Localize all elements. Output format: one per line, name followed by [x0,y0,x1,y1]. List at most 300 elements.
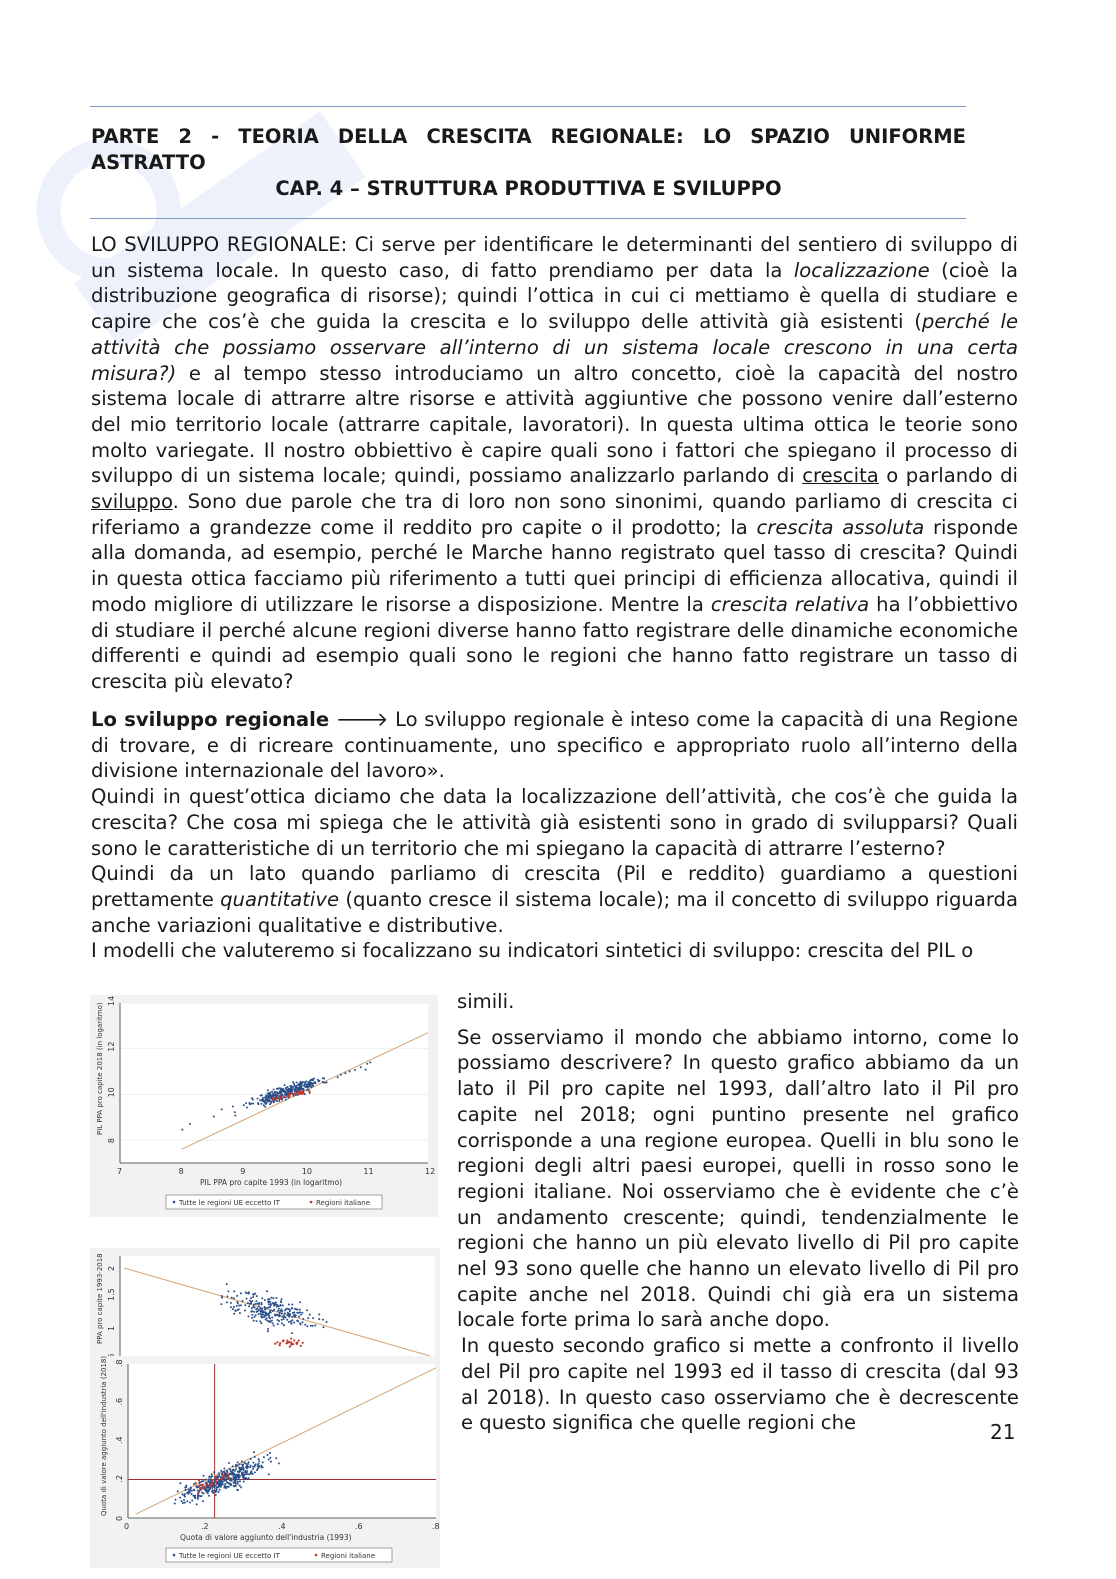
data-point-it [290,1344,292,1346]
data-point-eu [261,1094,263,1096]
data-point-eu [233,1481,235,1483]
data-point-it [227,1475,229,1477]
data-point-eu [311,1086,313,1088]
data-point-eu [233,1313,235,1315]
data-point-eu [285,1096,287,1098]
data-point-eu [262,1461,264,1463]
data-point-eu [258,1463,260,1465]
data-point-eu [289,1309,291,1311]
data-point-eu [278,1320,280,1322]
data-point-it [201,1487,203,1489]
data-point-eu [349,1070,351,1072]
data-point-it [279,1344,281,1346]
data-point-eu [221,1297,223,1299]
x-tick-label: 10 [301,1167,312,1176]
simili-line: simili. [457,990,515,1013]
data-point-eu [313,1077,315,1079]
data-point-it [195,1482,197,1484]
data-point-eu [238,1478,240,1480]
data-point-eu [184,1493,186,1495]
scatter-chart-industry [90,1356,440,1568]
data-point-eu [260,1103,262,1105]
data-point-eu [253,1451,255,1453]
arrow-right-icon: 🡒 [335,708,389,731]
y-tick-label: 1.5 [107,1288,116,1301]
data-point-it [298,1339,300,1341]
data-point-eu [226,1482,228,1484]
data-point-eu [273,1309,275,1311]
data-point-eu [237,1465,239,1467]
data-point-eu [267,1095,269,1097]
data-point-eu [186,1492,188,1494]
data-point-it [203,1485,205,1487]
data-point-eu [255,1308,257,1310]
data-point-eu [211,1473,213,1475]
data-point-eu [249,1300,251,1302]
data-point-eu [243,1481,245,1483]
data-point-eu [354,1069,356,1071]
data-point-it [309,1092,311,1094]
data-point-eu [254,1293,256,1295]
data-point-eu [220,1470,222,1472]
data-point-eu [274,1091,276,1093]
data-point-eu [282,1304,284,1306]
data-point-eu [233,1306,235,1308]
data-point-it [289,1093,291,1095]
paragraph-questions: Quindi in quest’ottica diciamo che data la localizzazione dell’attività, che cos’è che guida la crescita? Che cosa mi spiega che le attività già esistenti sono in grado di svilupparsi? Quali sono le caratteristiche di un territorio che mi spiegano la capacità di attrarre l’esterno? [91,785,1018,860]
plot-area [120,1003,428,1163]
data-point-eu [275,1302,277,1304]
data-point-eu [256,1311,258,1313]
data-point-eu [306,1325,308,1327]
data-point-eu [294,1090,296,1092]
data-point-eu [240,1486,242,1488]
data-point-it [211,1479,213,1481]
data-point-eu [275,1297,277,1299]
data-point-eu [270,1311,272,1313]
data-point-it [289,1346,291,1348]
data-point-eu [277,1310,279,1312]
data-point-eu [234,1111,236,1113]
y-tick-label: .8 [115,1359,124,1367]
y-axis-label: PPA pro capite 1993-2018 [96,1253,104,1344]
data-point-eu [365,1069,367,1071]
data-point-eu [266,1320,268,1322]
data-point-eu [280,1300,282,1302]
data-point-eu [291,1332,293,1334]
data-point-eu [309,1084,311,1086]
y-tick-label: .6 [115,1397,124,1406]
data-point-eu [252,1098,254,1100]
data-point-it [302,1342,304,1344]
data-point-eu [215,1494,217,1496]
data-point-eu [344,1072,346,1074]
data-point-eu [278,1308,280,1310]
legend-marker-eu [173,1201,176,1204]
data-point-eu [250,1311,252,1313]
data-point-eu [229,1483,231,1485]
data-point-eu [220,1303,222,1305]
section-sviluppo [91,707,1018,964]
data-point-eu [322,1326,324,1328]
data-point-eu [208,1495,210,1497]
right-column [457,989,1019,1436]
data-point-it [211,1483,213,1485]
data-point-eu [177,1490,179,1492]
data-point-it [279,1342,281,1344]
data-point-eu [207,1490,209,1492]
data-point-eu [245,1463,247,1465]
x-tick-label: 9 [240,1167,246,1176]
data-point-eu [314,1325,316,1327]
data-point-eu [302,1318,304,1320]
data-point-eu [184,1502,186,1504]
data-point-eu [267,1100,269,1102]
data-point-eu [291,1088,293,1090]
data-point-eu [241,1464,243,1466]
x-tick-label: .8 [432,1522,440,1531]
data-point-it [287,1095,289,1097]
data-point-eu [179,1482,181,1484]
data-point-eu [267,1454,269,1456]
data-point-eu [215,1485,217,1487]
data-point-eu [181,1500,183,1502]
data-point-eu [299,1322,301,1324]
y-tick-label: 14 [107,995,116,1006]
data-point-eu [292,1095,294,1097]
data-point-eu [305,1086,307,1088]
data-point-eu [293,1085,295,1087]
data-point-eu [317,1079,319,1081]
data-point-eu [268,1303,270,1305]
data-point-eu [285,1316,287,1318]
data-point-eu [196,1503,198,1505]
data-point-eu [255,1303,257,1305]
data-point-eu [230,1306,232,1308]
data-point-eu [199,1495,201,1497]
data-point-it [274,1343,276,1345]
data-point-eu [229,1468,231,1470]
data-point-it [198,1479,200,1481]
data-point-eu [259,1320,261,1322]
data-point-eu [230,1478,232,1480]
data-point-eu [251,1307,253,1309]
data-point-eu [276,1306,278,1308]
data-point-eu [235,1481,237,1483]
data-point-eu [234,1485,236,1487]
chart3-svg [90,1356,440,1568]
data-point-eu [227,1295,229,1297]
intro-paragraph: LO SVILUPPO REGIONALE: Ci serve per identificare le determinanti del sentiero di sviluppo di un sistema locale. In questo caso, di fatto prendiamo per data la localizzazione (cioè la distribuzione geografica di risorse); quindi l’ottica in cui ci mettiamo è quella di studiare e capire che cos’è che guida la crescita e lo sviluppo delle attività già esistenti (perché le attività che possiamo osservare all’interno di un sistema locale crescono in una certa misura?) e al tempo stesso introduciamo un altro concetto, cioè la capacità del nostro sistema locale di attrarre altre risorse e attività aggiuntive che possono venire dall’esterno del mio territorio locale (attrarre capitale, lavoratori). In questa ultima ottica le teorie sono molto variegate. Il nostro obbiettivo è capire quali sono i fattori che spiegano il processo di sviluppo di un sistema locale; quindi, possiamo analizzarlo parlando di crescita o parlando di sviluppo. Sono due parole che tra di loro non sono sinonimi, quando parliamo di crescita ci riferiamo a grandezze come il reddito pro capite o il prodotto; la crescita assoluta risponde alla domanda, ad esempio, perché le Marche hanno registrato quel tasso di crescita? Quindi in questa ottica facciamo più riferimento a tutti quei principi di efficienza allocativa, quindi il modo migliore di utilizzare le risorse a disposizione. Mentre la crescita relativa ha l’obbiettivo di studiare il perché alcune regioni diverse hanno fatto registrare delle dinamiche economiche differenti e quindi ad esempio quali sono le regioni che hanno fatto registrare un tasso di crescita più elevato? [91,233,1019,693]
data-point-eu [269,1457,271,1459]
data-point-eu [281,1298,283,1300]
data-point-eu [291,1316,293,1318]
data-point-eu [259,1311,261,1313]
data-point-eu [174,1499,176,1501]
data-point-eu [259,1307,261,1309]
data-point-eu [267,1330,269,1332]
data-point-it [291,1092,293,1094]
data-point-it [296,1343,298,1345]
y-tick-label: 12 [107,1041,116,1052]
data-point-it [198,1485,200,1487]
data-point-it [214,1477,216,1479]
data-point-eu [260,1316,262,1318]
data-point-eu [174,1502,176,1504]
data-point-it [302,1093,304,1095]
data-point-eu [308,1085,310,1087]
data-point-eu [323,1082,325,1084]
data-point-eu [253,1311,255,1313]
data-point-eu [256,1469,258,1471]
data-point-eu [366,1063,368,1065]
data-point-eu [207,1480,209,1482]
x-tick-label: .6 [355,1522,363,1531]
data-point-eu [326,1321,328,1323]
data-point-eu [205,1487,207,1489]
x-tick-label: 0 [124,1522,130,1531]
data-point-eu [296,1320,298,1322]
data-point-eu [261,1297,263,1299]
data-point-eu [264,1299,266,1301]
definition-paragraph: Lo sviluppo regionale 🡒 Lo sviluppo regionale è inteso come la capacità di una Regione di trovare, e di ricreare continuamente, uno specifico e appropriato ruolo all’interno della divisione internazionale del lavoro». [91,708,1019,783]
data-point-eu [281,1093,283,1095]
data-point-it [299,1092,301,1094]
data-point-eu [191,1500,193,1502]
data-point-eu [241,1300,243,1302]
data-point-eu [248,1477,250,1479]
data-point-eu [337,1076,339,1078]
data-point-eu [318,1313,320,1315]
data-point-eu [311,1078,313,1080]
data-point-it [198,1491,200,1493]
data-point-eu [312,1317,314,1319]
data-point-eu [267,1313,269,1315]
data-point-it [301,1091,303,1093]
data-point-eu [293,1311,295,1313]
data-point-eu [305,1080,307,1082]
data-point-eu [254,1307,256,1309]
data-point-eu [318,1318,320,1320]
data-point-eu [264,1315,266,1317]
data-point-eu [271,1091,273,1093]
x-tick-label: .2 [201,1522,209,1531]
data-point-eu [210,1477,212,1479]
data-point-eu [307,1317,309,1319]
data-point-eu [299,1311,301,1313]
data-point-eu [268,1093,270,1095]
data-point-eu [272,1303,274,1305]
data-point-eu [252,1462,254,1464]
data-point-eu [269,1306,271,1308]
data-point-eu [237,1489,239,1491]
data-point-eu [251,1317,253,1319]
data-point-eu [315,1082,317,1084]
data-point-eu [244,1473,246,1475]
data-point-eu [237,1481,239,1483]
data-point-eu [257,1098,259,1100]
data-point-eu [237,1309,239,1311]
data-point-eu [285,1092,287,1094]
data-point-eu [257,1102,259,1104]
data-point-eu [253,1316,255,1318]
data-point-eu [258,1460,260,1462]
data-point-eu [193,1483,195,1485]
data-point-eu [267,1089,269,1091]
data-point-it [293,1339,295,1341]
data-point-eu [193,1489,195,1491]
data-point-eu [240,1470,242,1472]
data-point-eu [272,1297,274,1299]
data-point-eu [234,1470,236,1472]
data-point-eu [285,1308,287,1310]
data-point-eu [278,1462,280,1464]
data-point-eu [224,1478,226,1480]
data-point-eu [279,1311,281,1313]
data-point-eu [284,1084,286,1086]
data-point-eu [234,1474,236,1476]
data-point-eu [184,1486,186,1488]
data-point-eu [258,1305,260,1307]
data-point-eu [244,1471,246,1473]
data-point-eu [287,1312,289,1314]
data-point-eu [276,1088,278,1090]
data-point-eu [286,1319,288,1321]
data-point-eu [288,1321,290,1323]
data-point-eu [236,1295,238,1297]
data-point-eu [258,1458,260,1460]
data-point-eu [290,1323,292,1325]
data-point-eu [247,1315,249,1317]
y-tick-label: .2 [115,1474,124,1483]
data-point-eu [239,1312,241,1314]
data-point-eu [310,1325,312,1327]
data-point-eu [254,1456,256,1458]
data-point-eu [280,1089,282,1091]
data-point-eu [254,1471,256,1473]
data-point-eu [269,1452,271,1454]
data-point-eu [241,1474,243,1476]
data-point-eu [213,1490,215,1492]
data-point-eu [296,1081,298,1083]
data-point-it [211,1485,213,1487]
data-point-it [272,1097,274,1099]
data-point-eu [281,1322,283,1324]
data-point-it [297,1091,299,1093]
data-point-eu [278,1305,280,1307]
data-point-eu [322,1077,324,1079]
y-axis-label: PIL PPA pro capite 2018 (in logaritmo) [96,1002,104,1135]
data-point-eu [369,1061,371,1063]
data-point-eu [295,1315,297,1317]
data-point-eu [242,1467,244,1469]
x-tick-label: .4 [278,1522,286,1531]
data-point-it [294,1093,296,1095]
chart1-svg [90,995,438,1217]
data-point-eu [246,1473,248,1475]
data-point-eu [265,1318,267,1320]
data-point-eu [244,1304,246,1306]
legend-label-eu: Tutte le regioni UE eccetto IT [179,1199,280,1207]
data-point-eu [230,1302,232,1304]
data-point-eu [226,1477,228,1479]
data-point-eu [231,1297,233,1299]
data-point-eu [306,1309,308,1311]
data-point-eu [301,1082,303,1084]
data-point-eu [271,1320,273,1322]
legend-label-it: Regioni italiane [316,1199,371,1207]
data-point-eu [218,1472,220,1474]
data-point-eu [298,1316,300,1318]
data-point-eu [300,1088,302,1090]
data-point-eu [239,1463,241,1465]
paragraph-quantitative: Quindi da un lato quando parliamo di crescita (Pil e reddito) guardiamo a questioni prettamente quantitative (quanto cresce il sistema locale); ma il concetto di sviluppo riguarda anche variazioni qualitative e distributive. [91,862,1019,937]
data-point-eu [233,1297,235,1299]
chart2-svg [90,1248,440,1356]
data-point-eu [273,1325,275,1327]
data-point-eu [291,1307,293,1309]
data-point-eu [238,1304,240,1306]
data-point-eu [249,1303,251,1305]
data-point-eu [237,1483,239,1485]
data-point-eu [194,1495,196,1497]
data-point-eu [264,1309,266,1311]
data-point-eu [275,1314,277,1316]
data-point-eu [261,1466,263,1468]
data-point-eu [192,1495,194,1497]
data-point-it [200,1484,202,1486]
data-point-eu [226,1301,228,1303]
data-point-eu [295,1308,297,1310]
data-point-eu [207,1492,209,1494]
data-point-eu [301,1312,303,1314]
data-point-eu [228,1462,230,1464]
data-point-it [222,1476,224,1478]
data-point-it [272,1099,274,1101]
data-point-eu [186,1500,188,1502]
data-point-eu [285,1099,287,1101]
data-point-eu [253,1304,255,1306]
data-point-eu [293,1083,295,1085]
data-point-eu [258,1303,260,1305]
data-point-eu [291,1304,293,1306]
data-point-eu [240,1467,242,1469]
y-tick-label: .4 [115,1436,124,1444]
data-point-eu [266,1290,268,1292]
data-point-it [283,1096,285,1098]
data-point-eu [212,1489,214,1491]
data-point-it [285,1342,287,1344]
data-point-eu [258,1309,260,1311]
data-point-eu [279,1315,281,1317]
paragraph-models: I modelli che valuteremo si focalizzano su indicatori sintetici di sviluppo: crescita del PIL o [91,939,974,963]
data-point-eu [237,1473,239,1475]
data-point-eu [278,1100,280,1102]
data-point-eu [246,1467,248,1469]
data-point-eu [213,1484,215,1486]
data-point-eu [270,1303,272,1305]
data-point-eu [288,1316,290,1318]
data-point-eu [264,1306,266,1308]
data-point-eu [237,1461,239,1463]
data-point-eu [306,1089,308,1091]
data-point-eu [232,1465,234,1467]
data-point-it [215,1480,217,1482]
data-point-eu [240,1292,242,1294]
data-point-eu [360,1066,362,1068]
data-point-eu [233,1290,235,1292]
data-point-eu [282,1094,284,1096]
